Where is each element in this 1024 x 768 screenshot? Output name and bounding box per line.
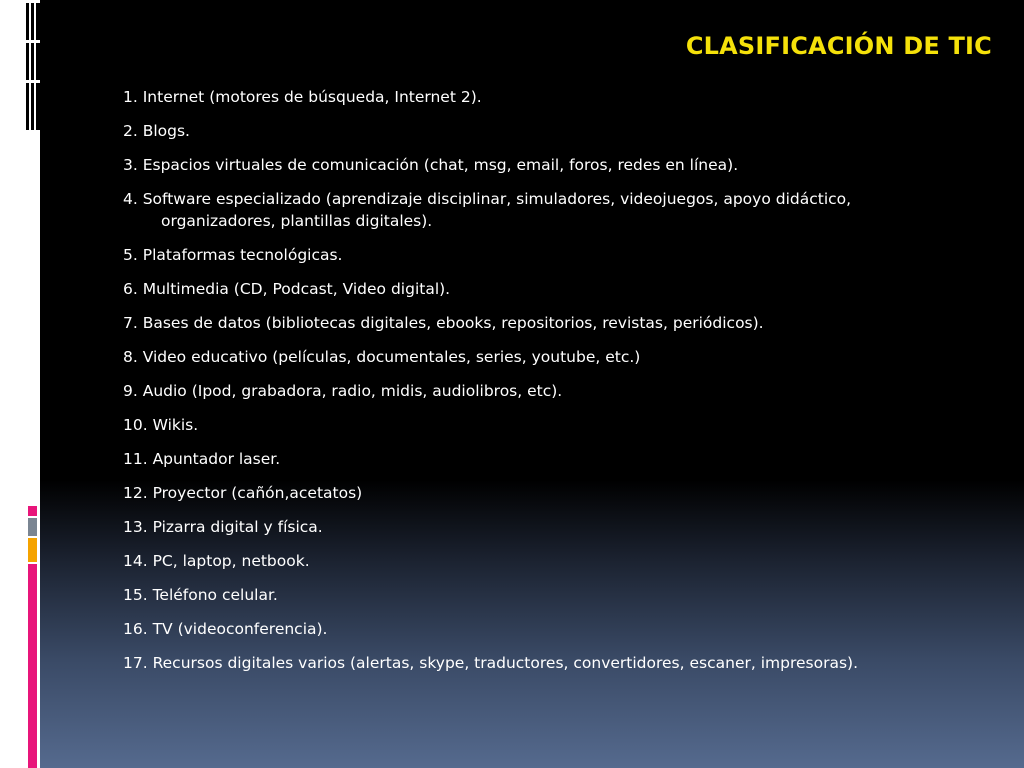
decorative-stripes-top xyxy=(26,0,40,130)
list-item: 17. Recursos digitales varios (alertas, skype, traductores, convertidores, escaner, impresoras). xyxy=(123,654,858,672)
list-item: 7. Bases de datos (bibliotecas digitales, ebooks, repositorios, revistas, periódicos). xyxy=(123,314,764,332)
deco-pink-block xyxy=(28,506,37,516)
list-item: 15. Teléfono celular. xyxy=(123,586,278,604)
deco-divider xyxy=(26,40,40,43)
list-item: 1. Internet (motores de búsqueda, Internet 2). xyxy=(123,88,482,106)
list-item: 11. Apuntador laser. xyxy=(123,450,281,468)
list-item: 5. Plataformas tecnológicas. xyxy=(123,246,343,264)
list-item: 6. Multimedia (CD, Podcast, Video digital). xyxy=(123,280,451,298)
decorative-color-blocks xyxy=(28,506,37,768)
deco-gray-block xyxy=(28,518,37,536)
deco-divider xyxy=(26,80,40,83)
list-item: 2. Blogs. xyxy=(123,122,190,140)
list-item: 8. Video educativo (películas, documentales, series, youtube, etc.) xyxy=(123,348,641,366)
list-item: 16. TV (videoconferencia). xyxy=(123,620,328,638)
tic-list xyxy=(123,86,943,686)
deco-pink-bar xyxy=(28,564,37,768)
list-item: 12. Proyector (cañón,acetatos) xyxy=(123,484,363,502)
deco-stripe xyxy=(36,0,40,130)
list-item: 13. Pizarra digital y física. xyxy=(123,518,323,536)
list-item: 10. Wikis. xyxy=(123,416,199,434)
list-item: 3. Espacios virtuales de comunicación (chat, msg, email, foros, redes en línea). xyxy=(123,156,739,174)
deco-orange-block xyxy=(28,538,37,562)
list-item: 14. PC, laptop, netbook. xyxy=(123,552,310,570)
list-item: 4. Software especializado (aprendizaje disciplinar, simuladores, videojuegos, apoyo didáctico, organizadores, plantillas digitales). xyxy=(123,190,852,230)
slide-title: CLASIFICACIÓN DE TIC xyxy=(685,32,992,60)
deco-stripe xyxy=(31,0,34,130)
deco-divider xyxy=(26,0,40,3)
deco-stripe xyxy=(26,0,29,130)
list-item: 9. Audio (Ipod, grabadora, radio, midis, audiolibros, etc). xyxy=(123,382,563,400)
